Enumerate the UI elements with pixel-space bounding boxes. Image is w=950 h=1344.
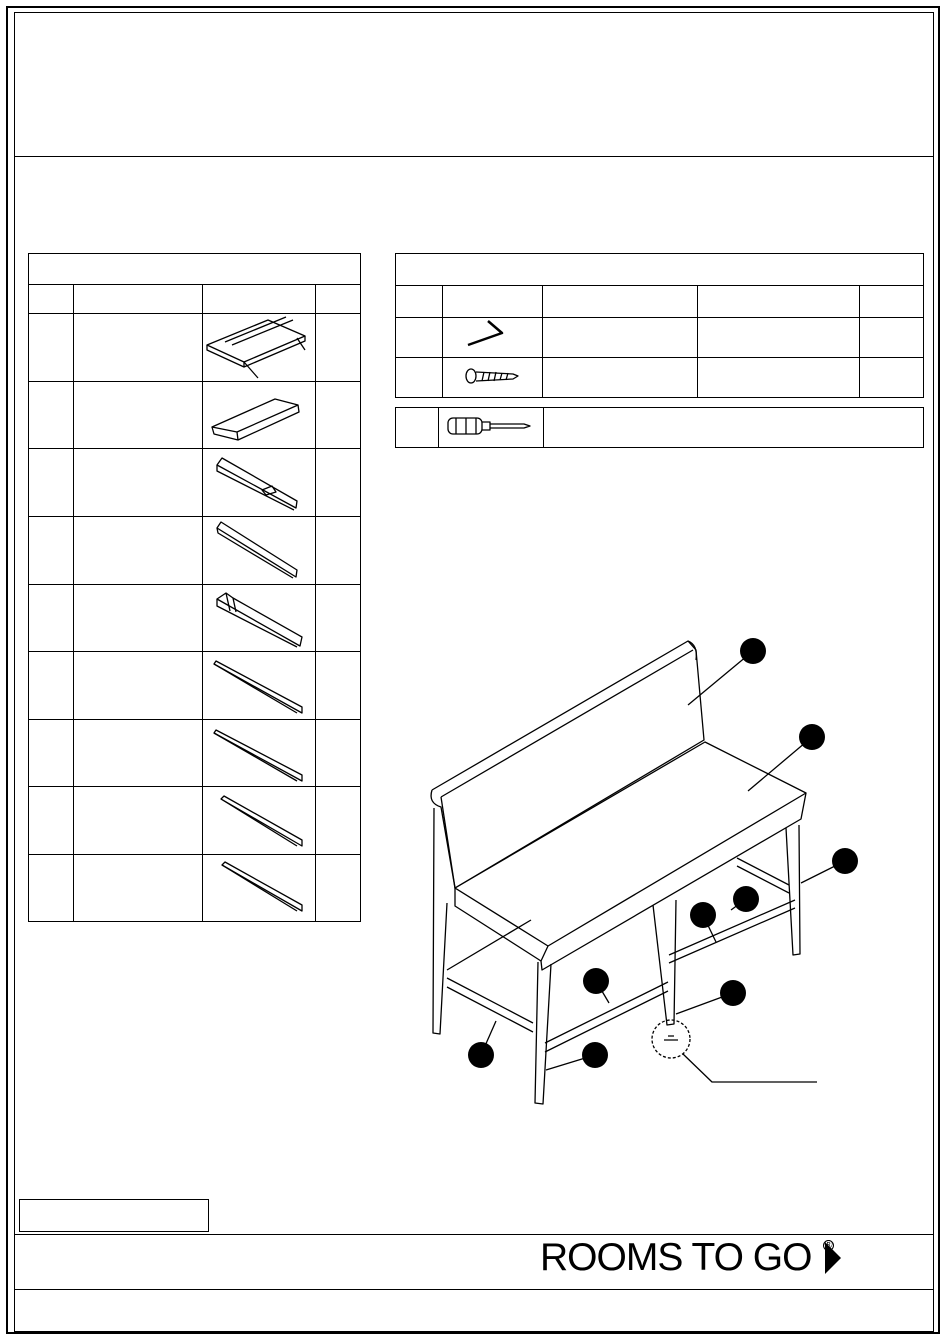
part-seat-frame-icon [207,317,305,378]
screw-icon [466,369,518,383]
part-rail-long-icon [214,661,302,713]
part-leg-bracket-icon [217,458,297,510]
screwdriver-icon [448,418,530,434]
part-tapered-leg-icon [217,522,297,578]
part-rail-short-icon-2 [222,862,302,911]
part-seat-cushion-icon [212,399,299,440]
brand-name: ROOMS TO GO [540,1236,812,1279]
part-hinged-leg-icon [217,593,302,647]
registered-mark: ® [824,1239,833,1251]
part-rail-long-icon-2 [214,730,302,781]
allen-key-icon [468,321,502,345]
part-rail-short-icon [221,796,302,846]
bench-assembly-drawing [431,641,845,1104]
